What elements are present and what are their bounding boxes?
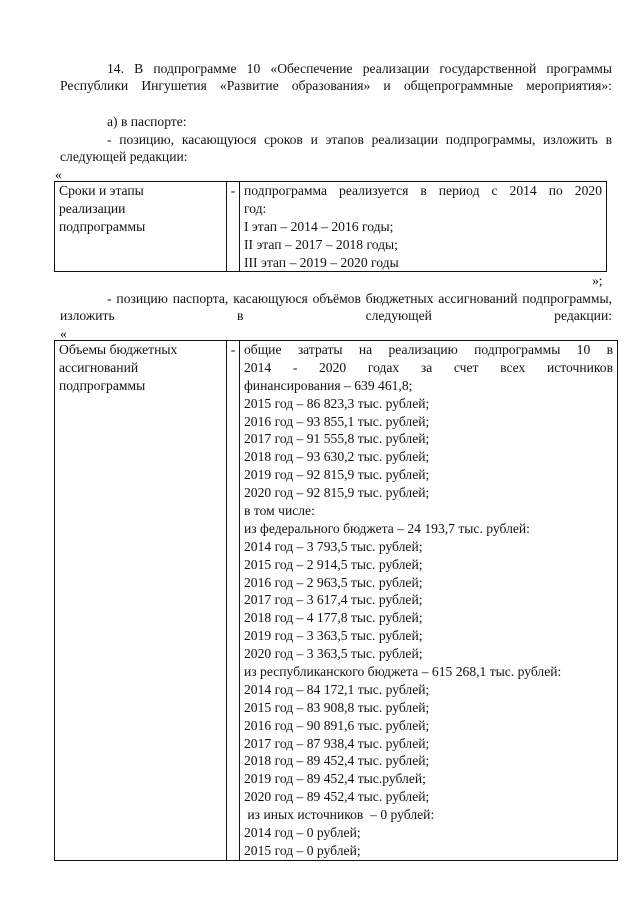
value-line: 2015 год – 83 908,8 тыс. рублей;: [244, 699, 430, 715]
value-line: 2019 год – 89 452,4 тыс.рублей;: [244, 771, 426, 787]
label-line: Сроки и этапы: [59, 183, 144, 198]
value-line: из федерального бюджета – 24 193,7 тыс. рублей:: [244, 520, 530, 536]
value-line: 2014 год – 3 793,5 тыс. рублей;: [244, 538, 423, 554]
paragraph-position-terms: - позицию, касающуюся сроков и этапов реализации подпрограммы, изложить в следующей редакции:: [60, 132, 612, 164]
value-line: 2019 год – 92 815,9 тыс. рублей;: [244, 467, 430, 483]
dash-cell: -: [227, 182, 240, 272]
value-line: 2017 год – 91 555,8 тыс. рублей;: [244, 431, 430, 447]
value-line: 2014 год – 0 рублей;: [244, 825, 361, 841]
value-line: 2020 год – 92 815,9 тыс. рублей;: [244, 485, 430, 501]
budget-label-cell: [55, 341, 227, 861]
table-row: [55, 182, 607, 272]
table-row: [55, 341, 618, 861]
value-line: из республиканского бюджета – 615 268,1 тыс. рублей:: [244, 664, 562, 680]
value-line: 2015 год – 2 914,5 тыс. рублей;: [244, 556, 423, 572]
value-line: I этап – 2014 – 2016 годы;: [244, 218, 394, 234]
value-line: год:: [244, 200, 267, 216]
value-line: 2016 год – 90 891,6 тыс. рублей;: [244, 717, 430, 733]
value-line: 2018 год – 4 177,8 тыс. рублей;: [244, 610, 423, 626]
close-quote-1: »;: [592, 273, 603, 288]
value-line: 2016 год – 93 855,1 тыс. рублей;: [244, 413, 430, 429]
value-line: 2016 год – 2 963,5 тыс. рублей;: [244, 574, 423, 590]
value-line: 2019 год – 3 363,5 тыс. рублей;: [244, 628, 423, 644]
budget-value-cell: [240, 341, 618, 861]
label-line: ассигнований: [59, 359, 139, 375]
value-line: 2017 год – 87 938,4 тыс. рублей;: [244, 735, 430, 751]
value-line: финансирования – 639 461,8;: [244, 377, 413, 393]
value-line: 2015 год – 0 рублей;: [244, 842, 361, 858]
label-line: реализации: [59, 200, 126, 216]
paragraph-a: а) в паспорте:: [107, 114, 187, 129]
open-quote-2: «: [60, 326, 67, 341]
value-line: III этап – 2019 – 2020 годы: [244, 254, 399, 270]
label-line: Объемы бюджетных: [59, 342, 178, 357]
dash-cell: -: [227, 341, 240, 861]
label-line: подпрограммы: [59, 218, 146, 234]
value-line: из иных источников – 0 рублей:: [244, 807, 435, 823]
value-line: 2020 год – 89 452,4 тыс. рублей;: [244, 789, 430, 805]
value-line: подпрограмма реализуется в период с 2014 по 2020: [244, 183, 602, 198]
terms-label-cell: [55, 182, 227, 272]
open-quote-1: «: [55, 167, 62, 182]
value-line: 2014 - 2020 годах за счет всех источников: [244, 359, 613, 375]
value-line: 2020 год – 3 363,5 тыс. рублей;: [244, 646, 423, 662]
paragraph-14: 14. В подпрограмме 10 «Обеспечение реализации государственной программы Республики Ингушетия «Развитие образования» и общепрограммные мероприятия»:: [60, 61, 612, 93]
value-line: II этап – 2017 – 2018 годы;: [244, 236, 398, 252]
value-line: 2015 год – 86 823,3 тыс. рублей;: [244, 395, 430, 411]
value-line: 2018 год – 89 452,4 тыс. рублей;: [244, 753, 430, 769]
terms-table: [54, 181, 607, 272]
value-line: 2014 год – 84 172,1 тыс. рублей;: [244, 681, 430, 697]
value-line: в том числе:: [244, 503, 315, 519]
label-line: подпрограммы: [59, 377, 146, 393]
value-line: общие затраты на реализацию подпрограммы 10 в: [244, 342, 613, 357]
budget-table: [54, 340, 618, 861]
value-line: 2018 год – 93 630,2 тыс. рублей;: [244, 449, 430, 465]
paragraph-position-budget: - позицию паспорта, касающуюся объёмов бюджетных ассигнований подпрограммы, изложить в следующей редакции:: [60, 291, 612, 323]
value-line: 2017 год – 3 617,4 тыс. рублей;: [244, 592, 423, 608]
terms-value-cell: [240, 182, 607, 272]
